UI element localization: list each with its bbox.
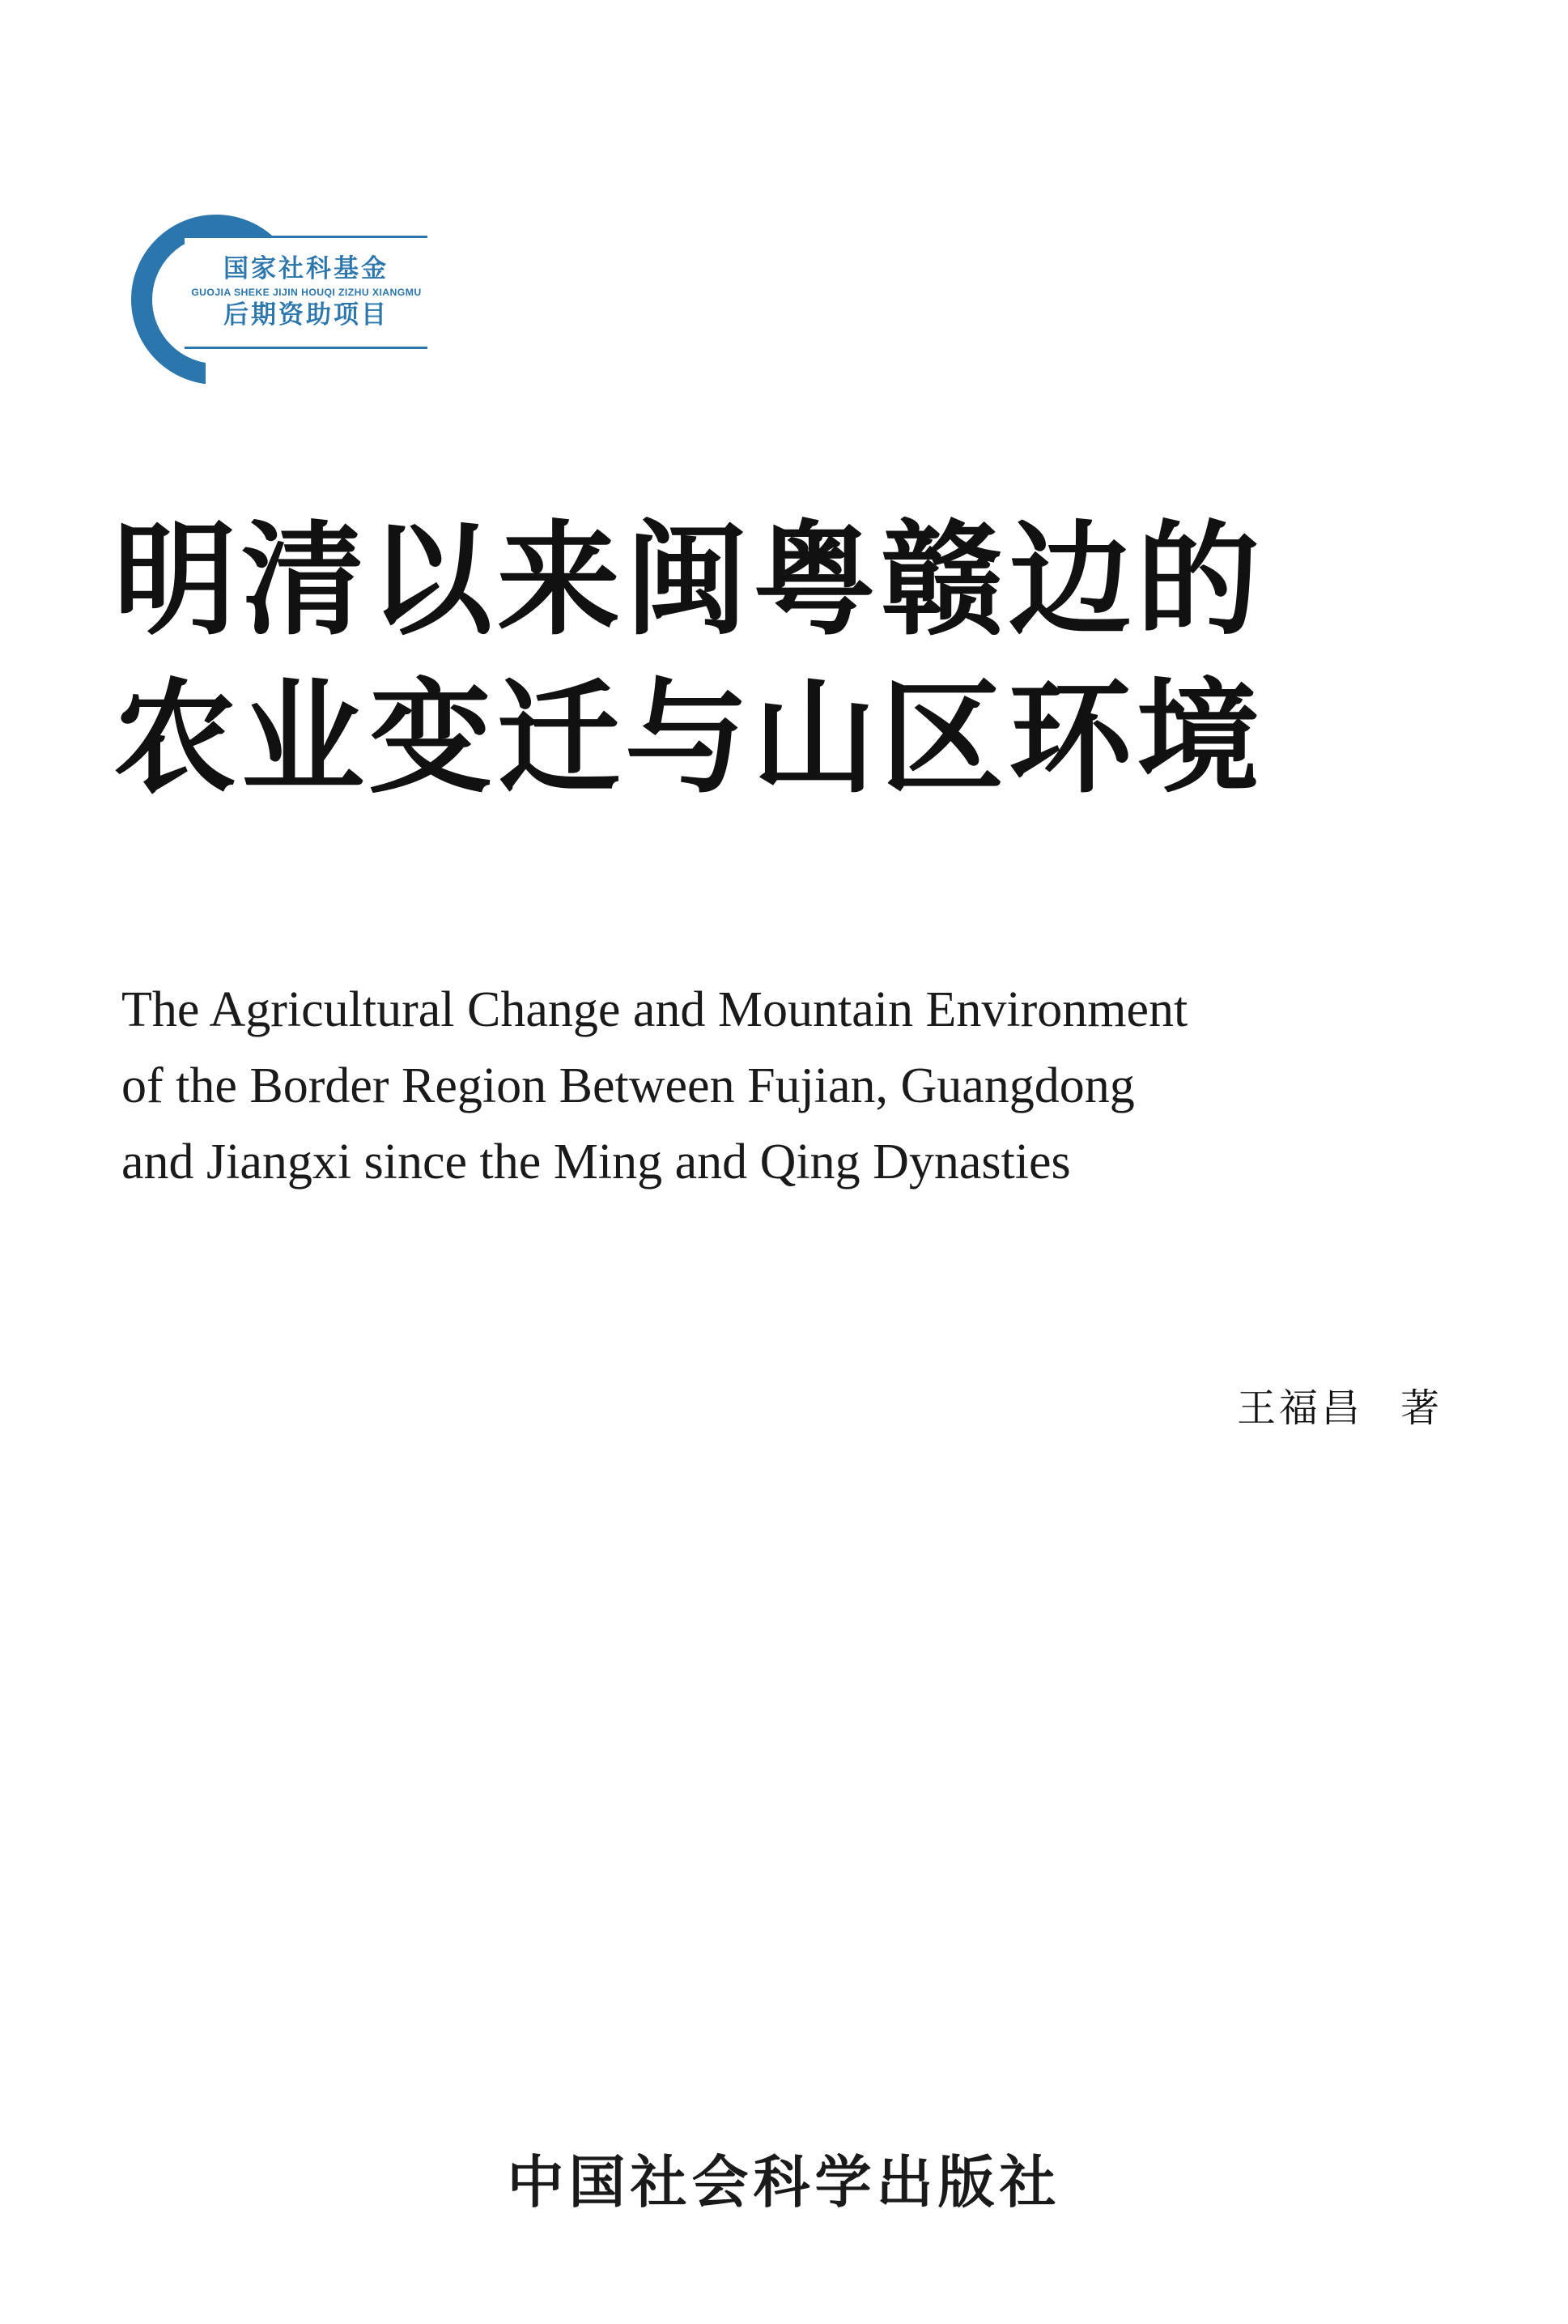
author-name: 王福昌	[1236, 1385, 1363, 1431]
badge-line-1: 国家社科基金	[223, 254, 389, 284]
title-chinese-line-1: 明清以来闽粤赣边的	[113, 509, 1264, 652]
subtitle-english-line-2: of the Border Region Between Fujian, Guangdong	[121, 1058, 1135, 1114]
badge-line-2: 后期资助项目	[223, 300, 389, 330]
title-chinese-line-2: 农业变迁与山区环境	[113, 666, 1264, 810]
badge-pinyin: GUOJIA SHEKE JIJIN HOUQI ZIZHU XIANGMU	[190, 287, 422, 298]
subtitle-english-line-1: The Agricultural Change and Mountain Environment	[121, 982, 1188, 1037]
fund-badge	[121, 206, 445, 401]
publisher-name: 中国社会科学出版社	[507, 2148, 1061, 2215]
page-subtitle-english	[121, 972, 1441, 1201]
author-role: 著	[1400, 1385, 1443, 1431]
subtitle-english-line-3: and Jiangxi since the Ming and Qing Dynasties	[121, 1134, 1071, 1190]
page-title-chinese	[113, 502, 1457, 817]
author-block	[1237, 1377, 1443, 1432]
badge-text-box	[185, 236, 427, 349]
